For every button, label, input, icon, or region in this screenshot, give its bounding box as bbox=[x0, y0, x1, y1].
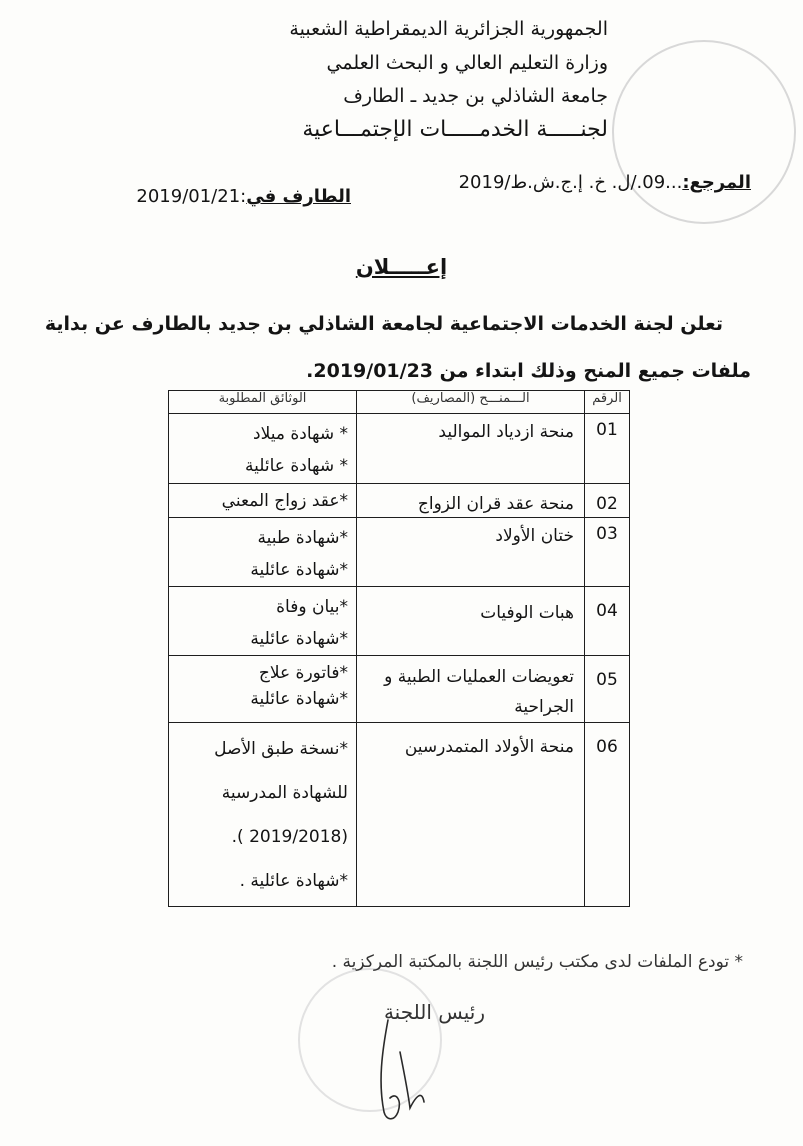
row-documents bbox=[169, 656, 357, 723]
document-item: *شهادة عائلية bbox=[250, 629, 348, 649]
header-university: جامعة الشاذلي بن جديد ـ الطارف bbox=[343, 85, 608, 107]
header-number: الرقم bbox=[585, 391, 630, 414]
header-ministry: وزارة التعليم العالي و البحث العلمي bbox=[326, 52, 608, 74]
document-item: (2019/2018 ). bbox=[231, 827, 348, 847]
header-committee: لجنـــــة الخدمـــــات الإجتمـــاعية bbox=[302, 117, 608, 142]
announcement-title bbox=[0, 255, 803, 279]
row-number: 01 bbox=[585, 414, 630, 484]
table-header-row bbox=[169, 391, 630, 414]
table-row bbox=[169, 723, 630, 907]
row-grant: تعويضات العمليات الطبية و الجراحية bbox=[357, 656, 585, 723]
reference-label: المرجع: bbox=[682, 172, 751, 193]
document-item: * شهادة عائلية bbox=[245, 456, 348, 476]
table-row bbox=[169, 518, 630, 587]
announcement-line-1: تعلن لجنة الخدمات الاجتماعية لجامعة الشاذلي بن جديد بالطارف عن بداية bbox=[44, 313, 723, 335]
document-item: *شهادة عائلية bbox=[250, 689, 348, 709]
reference-line bbox=[459, 172, 751, 193]
handwritten-signature bbox=[360, 1012, 430, 1132]
header-grant: الـــمنـــح (المصاريف) bbox=[357, 391, 585, 414]
official-stamp bbox=[612, 40, 796, 224]
row-number: 06 bbox=[585, 723, 630, 907]
row-documents bbox=[169, 484, 357, 518]
document-item: * شهادة ميلاد bbox=[253, 424, 348, 444]
header-documents: الوثائق المطلوبة bbox=[169, 391, 357, 414]
row-documents bbox=[169, 587, 357, 656]
table-row bbox=[169, 656, 630, 723]
table-row bbox=[169, 587, 630, 656]
row-grant: ختان الأولاد bbox=[357, 518, 585, 587]
document-item: *شهادة طبية bbox=[257, 528, 348, 548]
row-number: 05 bbox=[585, 656, 630, 723]
signature-title: رئيس اللجنة bbox=[383, 1000, 485, 1024]
document-item: *شهادة عائلية . bbox=[239, 871, 348, 891]
date-label: الطارف في bbox=[246, 186, 351, 207]
document-item: للشهادة المدرسية bbox=[221, 783, 348, 803]
row-documents bbox=[169, 723, 357, 907]
document-item: *شهادة عائلية bbox=[250, 560, 348, 580]
document-item: *بيان وفاة bbox=[276, 597, 348, 617]
reference-value: ...09./ل. خ. إ.ج.ش.ط/2019 bbox=[458, 172, 683, 193]
row-number: 02 bbox=[585, 484, 630, 518]
row-number: 04 bbox=[585, 587, 630, 656]
row-grant: منحة الأولاد المتمدرسين bbox=[357, 723, 585, 907]
date-line bbox=[136, 186, 351, 207]
table-row bbox=[169, 484, 630, 518]
document-item: *فاتورة علاج bbox=[258, 663, 348, 683]
row-documents bbox=[169, 518, 357, 587]
row-grant: منحة عقد قران الزواج bbox=[357, 484, 585, 518]
grants-table bbox=[168, 390, 630, 907]
row-grant: منحة ازدياد المواليد bbox=[357, 414, 585, 484]
row-number: 03 bbox=[585, 518, 630, 587]
document-item: *عقد زواج المعني bbox=[221, 491, 348, 511]
footnote: * تودع الملفات لدى مكتب رئيس اللجنة بالمكتبة المركزية . bbox=[331, 952, 743, 972]
table-row bbox=[169, 414, 630, 484]
announcement-title-text: إعـــــلان bbox=[355, 255, 448, 279]
row-grant: هبات الوفيات bbox=[357, 587, 585, 656]
document-item: *نسخة طبق الأصل bbox=[214, 739, 348, 759]
date-value: :2019/01/21 bbox=[136, 186, 247, 207]
row-documents bbox=[169, 414, 357, 484]
announcement-line-2: ملفات جميع المنح وذلك ابتداء من 2019/01/23. bbox=[306, 360, 751, 382]
header-republic: الجمهورية الجزائرية الديمقراطية الشعبية bbox=[289, 18, 608, 40]
